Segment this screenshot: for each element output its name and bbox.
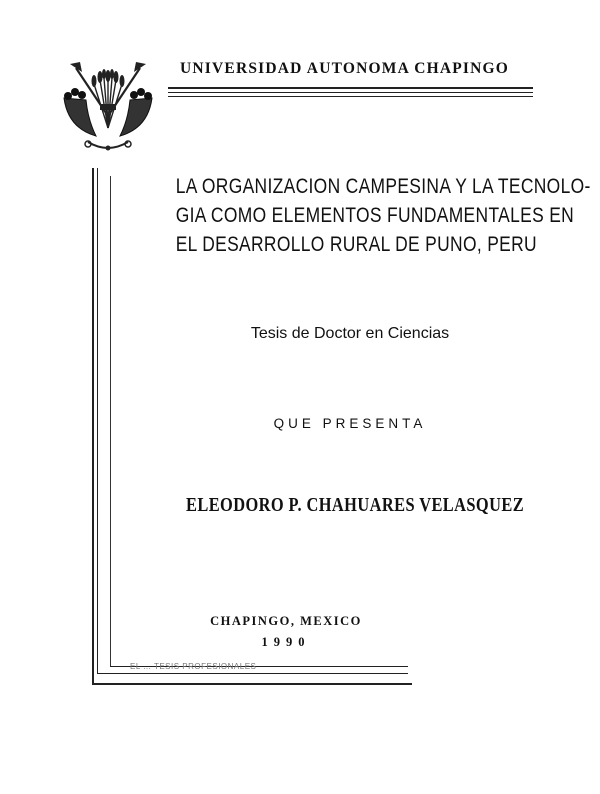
place: CHAPINGO, MEXICO — [210, 614, 362, 628]
thesis-type: Tesis de Doctor en Ciencias — [250, 325, 450, 342]
header-rule-top — [168, 87, 533, 89]
frame-bottom-line-2 — [97, 673, 408, 674]
frame-line-outer — [92, 168, 94, 683]
presents-label: QUE PRESENTA — [273, 416, 427, 431]
frame-line-inner-2 — [110, 176, 111, 666]
thesis-title — [175, 172, 591, 259]
header-rule-bottom — [168, 96, 533, 97]
library-stamp: EL ... TESIS PROFESIONALES — [130, 662, 257, 671]
author-name: ELEODORO P. CHAHUARES VELASQUEZ — [186, 494, 525, 516]
title-line: LA ORGANIZACION CAMPESINA Y LA TECNOLO- — [175, 175, 591, 198]
header-rule-middle — [168, 92, 533, 93]
title-line: GIA COMO ELEMENTOS FUNDAMENTALES EN — [175, 204, 575, 227]
chapingo-emblem-icon — [58, 58, 158, 158]
frame-bottom-line-3 — [92, 683, 412, 685]
year: 1990 — [261, 635, 311, 649]
frame-line-inner — [97, 168, 98, 673]
title-line: EL DESARROLLO RURAL DE PUNO, PERU — [175, 233, 537, 256]
university-name: UNIVERSIDAD AUTONOMA CHAPINGO — [180, 60, 510, 77]
